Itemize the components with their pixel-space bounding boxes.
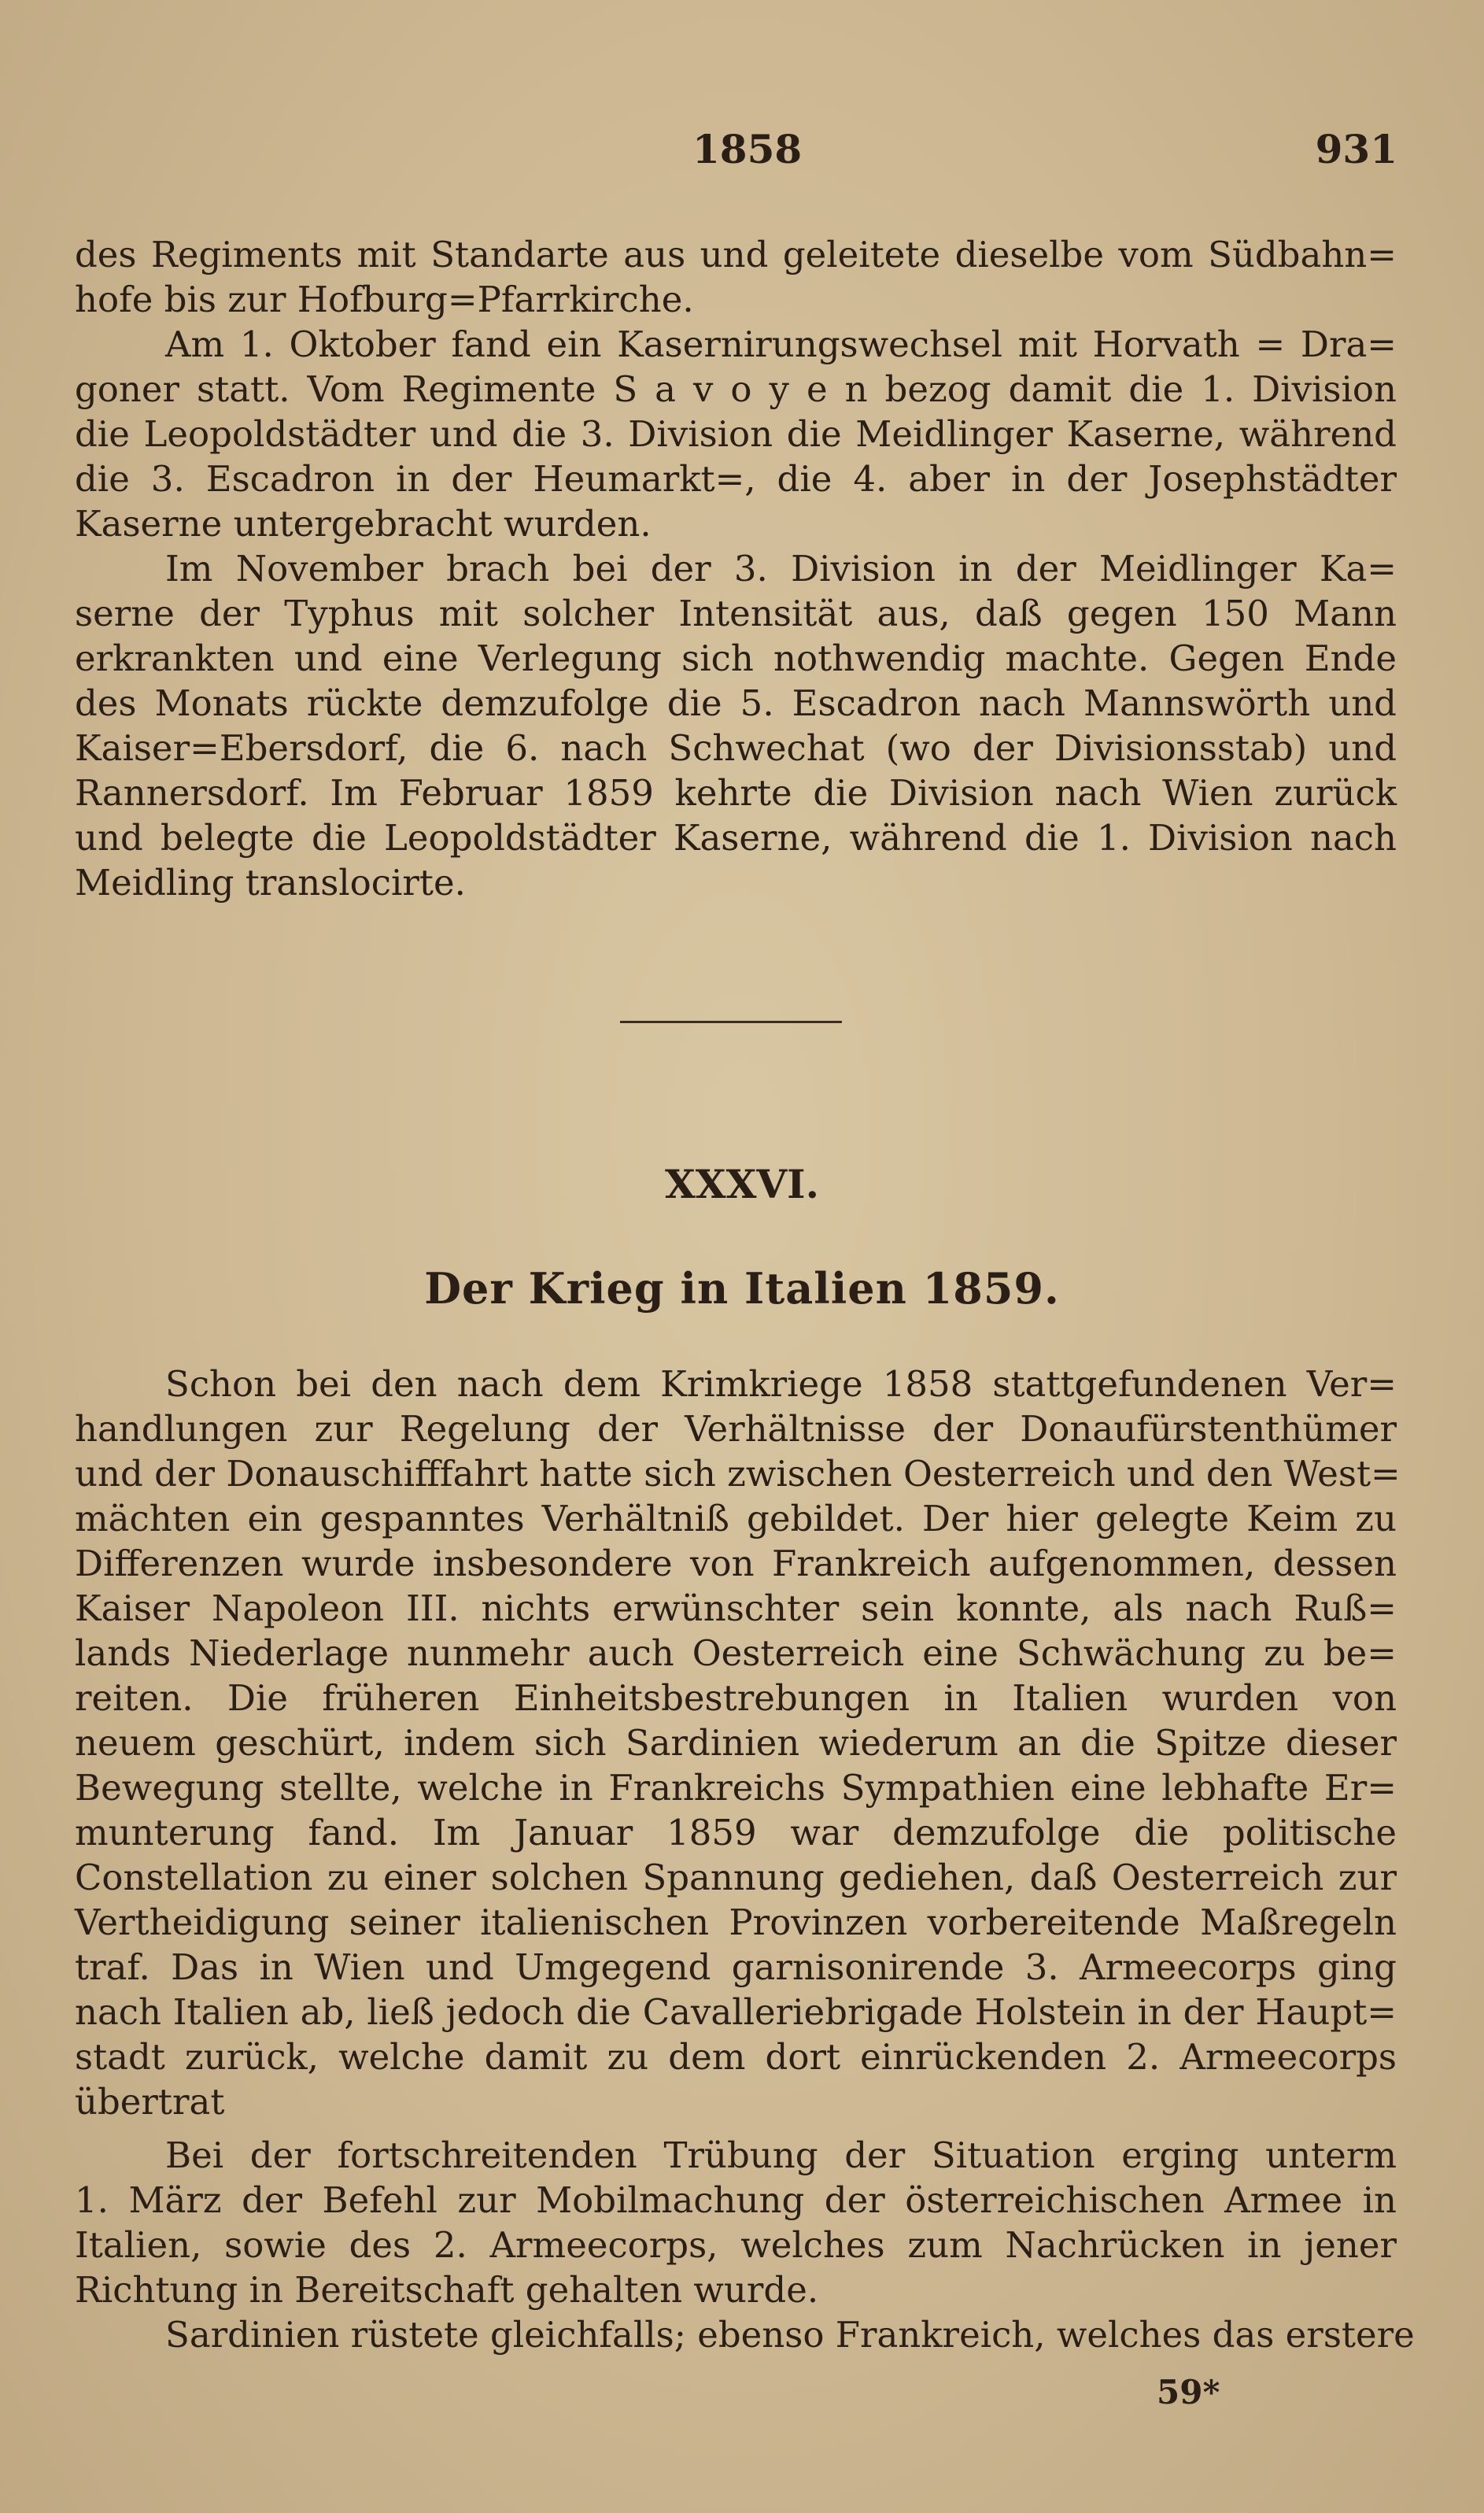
text-line: Vertheidigung seiner italienischen Provinzen vorbereitende Maßregeln xyxy=(75,1901,1397,1943)
text-line: 1. März der Befehl zur Mobilmachung der österreichischen Armee in xyxy=(75,2179,1397,2221)
text-line: übertrat xyxy=(75,2081,225,2123)
text-line: Bewegung stellte, welche in Frankreichs Sympathien eine lebhafte Er= xyxy=(75,1767,1397,1809)
text-line: erkrankten und eine Verlegung sich nothwendig machte. Gegen Ende xyxy=(75,637,1397,679)
text-line: stadt zurück, welche damit zu dem dort einrückenden 2. Armeecorps xyxy=(75,2036,1397,2078)
text-line: Am 1. Oktober fand ein Kasernirungswechsel mit Horvath = Dra= xyxy=(165,323,1397,365)
text-line: hofe bis zur Hofburg=Pfarrkirche. xyxy=(75,279,694,320)
text-line: mächten ein gespanntes Verhältniß gebildet. Der hier gelegte Keim zu xyxy=(75,1498,1397,1539)
text-line: Richtung in Bereitschaft gehalten wurde. xyxy=(75,2269,819,2311)
signature-mark: 59* xyxy=(1157,2373,1220,2411)
text-line: die Leopoldstädter und die 3. Division die Meidlinger Kaserne, während xyxy=(75,413,1397,455)
text-line: des Monats rückte demzufolge die 5. Escadron nach Mannswörth und xyxy=(75,682,1397,724)
page-number: 931 xyxy=(1315,126,1397,172)
text-line: und der Donauschifffahrt hatte sich zwischen Oesterreich und den West= xyxy=(75,1453,1401,1495)
paragraph-mobilmachung xyxy=(75,2133,1397,2312)
text-line: Kaiser Napoleon III. nichts erwünschter sein konnte, als nach Ruß= xyxy=(75,1587,1397,1629)
chapter-number: XXXVI. xyxy=(665,1161,819,1207)
text-line: lands Niederlage nunmehr auch Oesterreich eine Schwächung zu be= xyxy=(75,1632,1397,1674)
text-line: handlungen zur Regelung der Verhältnisse der Donaufürstenthümer xyxy=(75,1408,1397,1450)
text-line: die 3. Escadron in der Heumarkt=, die 4. aber in der Josephstädter xyxy=(75,458,1397,500)
text-line: Italien, sowie des 2. Armeecorps, welches zum Nachrücken in jener xyxy=(75,2224,1397,2266)
text-line: Im November brach bei der 3. Division in der Meidlinger Ka= xyxy=(165,548,1397,589)
text-line: munterung fand. Im Januar 1859 war demzufolge die politische xyxy=(75,1812,1397,1853)
paragraph-krimkrieg xyxy=(75,1362,1401,2124)
paragraph-sardinien xyxy=(75,2312,1415,2357)
header-year: 1858 xyxy=(692,126,803,172)
paragraph-typhus xyxy=(75,546,1397,905)
running-header xyxy=(0,126,1484,173)
text-line: Kaiser=Ebersdorf, die 6. nach Schwechat (wo der Divisionsstab) und xyxy=(75,727,1397,769)
text-line: traf. Das in Wien und Umgegend garnisonirende 3. Armeecorps ging xyxy=(75,1946,1397,1988)
text-line: Sardinien rüstete gleichfalls; ebenso Frankreich, welches das erstere xyxy=(165,2314,1415,2356)
text-line: des Regiments mit Standarte aus und geleitete dieselbe vom Südbahn= xyxy=(75,234,1397,275)
text-line: serne der Typhus mit solcher Intensität aus, daß gegen 150 Mann xyxy=(75,593,1397,634)
paragraph-continuation xyxy=(75,232,1397,322)
text-line: reiten. Die früheren Einheitsbestrebungen in Italien wurden von xyxy=(75,1677,1397,1719)
text-line: und belegte die Leopoldstädter Kaserne, während die 1. Division nach xyxy=(75,817,1397,859)
text-line: Differenzen wurde insbesondere von Frankreich aufgenommen, dessen xyxy=(75,1543,1397,1584)
section-divider xyxy=(620,1021,842,1023)
text-line: neuem geschürt, indem sich Sardinien wiederum an die Spitze dieser xyxy=(75,1722,1397,1764)
text-line: Rannersdorf. Im Februar 1859 kehrte die Division nach Wien zurück xyxy=(75,772,1397,814)
text-line: Bei der fortschreitenden Trübung der Situation erging unterm xyxy=(165,2134,1397,2176)
text-line: goner statt. Vom Regimente S a v o y e n bezog damit die 1. Division xyxy=(75,368,1397,410)
text-line: Constellation zu einer solchen Spannung gediehen, daß Oesterreich zur xyxy=(75,1857,1397,1898)
text-line: Kaserne untergebracht wurden. xyxy=(75,503,652,545)
paragraph-kasernirung xyxy=(75,322,1397,546)
text-line: Meidling translocirte. xyxy=(75,862,466,904)
text-line: Schon bei den nach dem Krimkriege 1858 stattgefundenen Ver= xyxy=(165,1363,1397,1405)
chapter-title: Der Krieg in Italien 1859. xyxy=(424,1263,1060,1314)
text-line: nach Italien ab, ließ jedoch die Cavalleriebrigade Holstein in der Haupt= xyxy=(75,1991,1397,2033)
